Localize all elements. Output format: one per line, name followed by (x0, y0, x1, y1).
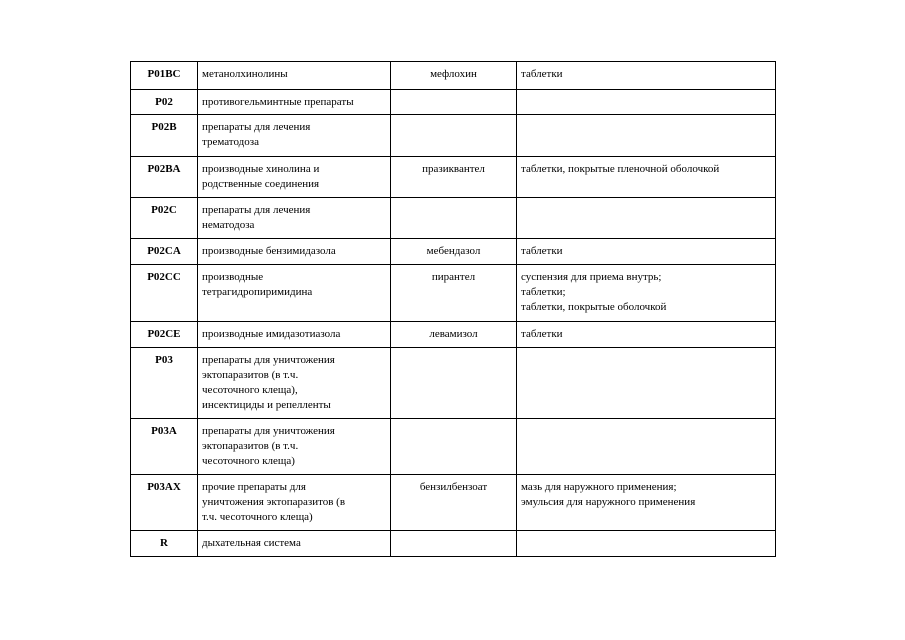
drug-name-cell (391, 531, 517, 557)
atc-code-cell: P02B (131, 115, 198, 157)
drug-name-cell (391, 198, 517, 239)
atc-group-name-cell: производные бензимидазола (198, 239, 391, 265)
atc-table (130, 61, 776, 557)
atc-group-name-cell: прочие препараты для уничтожения эктопаразитов (в т.ч. чесоточного клеща) (198, 475, 391, 531)
atc-code-cell: P02C (131, 198, 198, 239)
table-row (131, 322, 776, 348)
drug-name-cell: левамизол (391, 322, 517, 348)
atc-code-cell: P02BA (131, 157, 198, 198)
table-row (131, 115, 776, 157)
table-row (131, 419, 776, 475)
table-row (131, 198, 776, 239)
dosage-form-cell (517, 419, 776, 475)
drug-name-cell (391, 115, 517, 157)
atc-group-name-cell: дыхательная система (198, 531, 391, 557)
table-row (131, 475, 776, 531)
drug-name-cell (391, 348, 517, 419)
atc-code-cell: P02CE (131, 322, 198, 348)
table-row (131, 265, 776, 322)
table-row (131, 157, 776, 198)
dosage-form-cell (517, 115, 776, 157)
atc-group-name-cell: противогельминтные препараты (198, 90, 391, 115)
atc-group-name-cell: производные тетрагидропиримидина (198, 265, 391, 322)
atc-code-cell: P02CC (131, 265, 198, 322)
atc-group-name-cell: препараты для уничтожения эктопаразитов (в т.ч. чесоточного клеща) (198, 419, 391, 475)
table-row (131, 62, 776, 90)
drug-name-cell: мефлохин (391, 62, 517, 90)
atc-code-cell: P01BC (131, 62, 198, 90)
atc-group-name-cell: препараты для уничтожения эктопаразитов (в т.ч. чесоточного клеща), инсектициды и репелленты (198, 348, 391, 419)
atc-code-cell: P02 (131, 90, 198, 115)
dosage-form-cell: мазь для наружного применения; эмульсия для наружного применения (517, 475, 776, 531)
table-row (131, 348, 776, 419)
atc-group-name-cell: производные имидазотиазола (198, 322, 391, 348)
drug-name-cell: мебендазол (391, 239, 517, 265)
dosage-form-cell (517, 531, 776, 557)
dosage-form-cell (517, 198, 776, 239)
atc-code-cell: P03AX (131, 475, 198, 531)
dosage-form-cell (517, 90, 776, 115)
dosage-form-cell: таблетки (517, 322, 776, 348)
atc-code-cell: P02CA (131, 239, 198, 265)
drug-name-cell: бензилбензоат (391, 475, 517, 531)
atc-group-name-cell: производные хинолина и родственные соединения (198, 157, 391, 198)
dosage-form-cell (517, 348, 776, 419)
table-row (131, 239, 776, 265)
drug-name-cell: пирантел (391, 265, 517, 322)
dosage-form-cell: таблетки (517, 62, 776, 90)
atc-group-name-cell: препараты для лечения трематодоза (198, 115, 391, 157)
dosage-form-cell: таблетки (517, 239, 776, 265)
dosage-form-cell: суспензия для приема внутрь; таблетки; таблетки, покрытые оболочкой (517, 265, 776, 322)
atc-group-name-cell: препараты для лечения нематодоза (198, 198, 391, 239)
drug-name-cell: празиквантел (391, 157, 517, 198)
atc-code-cell: P03 (131, 348, 198, 419)
atc-code-cell: P03A (131, 419, 198, 475)
table-row (131, 531, 776, 557)
atc-table-body (131, 62, 776, 557)
atc-group-name-cell: метанолхинолины (198, 62, 391, 90)
drug-name-cell (391, 419, 517, 475)
table-row (131, 90, 776, 115)
drug-name-cell (391, 90, 517, 115)
dosage-form-cell: таблетки, покрытые пленочной оболочкой (517, 157, 776, 198)
atc-code-cell: R (131, 531, 198, 557)
